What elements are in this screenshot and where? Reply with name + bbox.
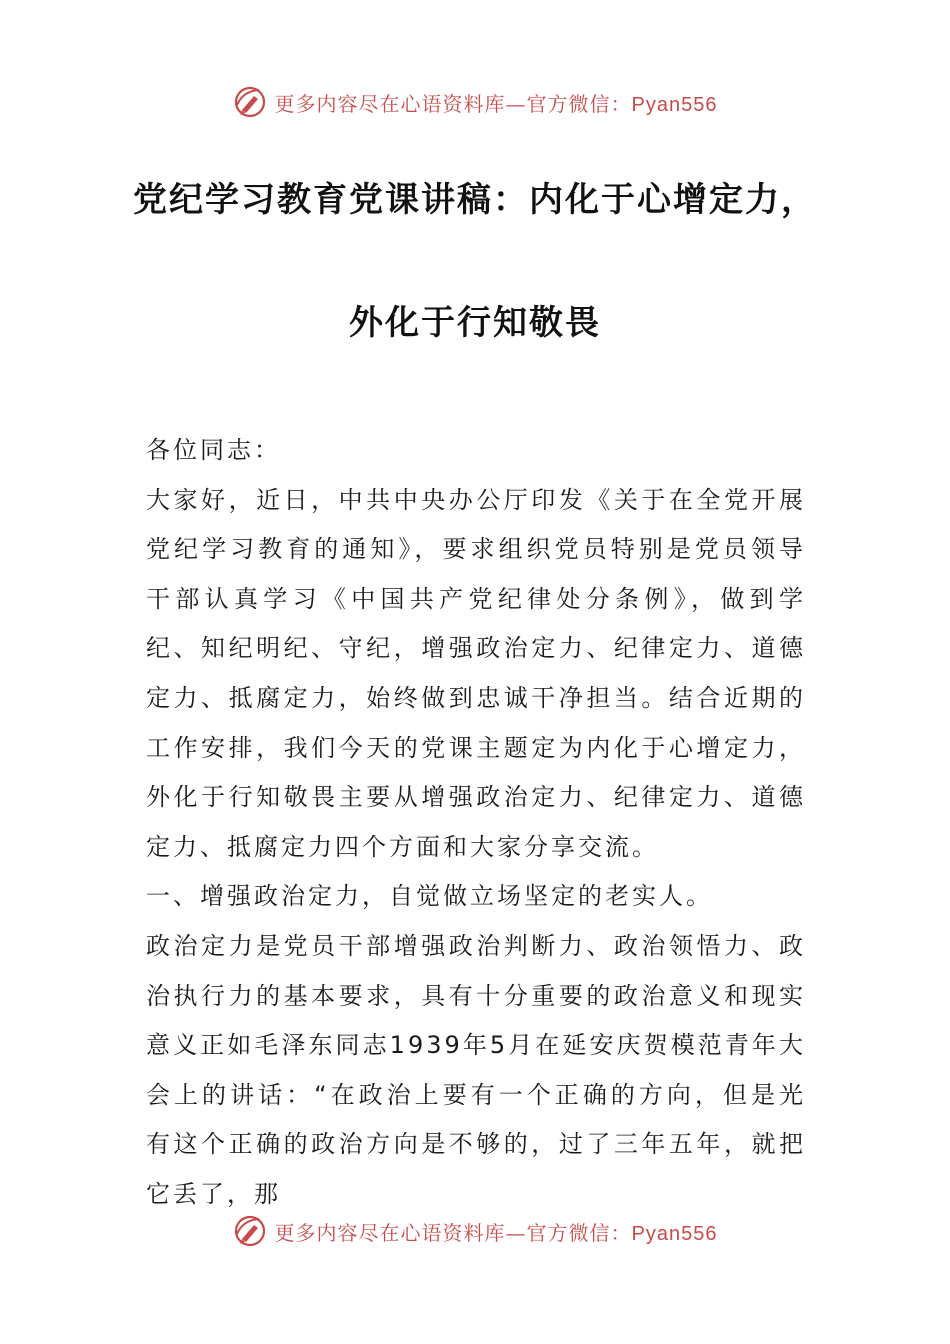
header-banner-account: Pyan556 bbox=[631, 93, 718, 116]
footer-banner-label: 更多内容尽在心语资料库—官方微信： bbox=[274, 1220, 632, 1245]
footer-banner-text bbox=[275, 1217, 718, 1246]
header-banner-text bbox=[275, 88, 718, 117]
header-banner bbox=[0, 82, 950, 122]
footer-banner bbox=[0, 1211, 950, 1251]
salutation: 各位同志： bbox=[146, 436, 281, 464]
pen-logo-icon bbox=[233, 1214, 267, 1248]
document-title-line-2: 外化于行知敬畏 bbox=[349, 303, 601, 343]
document-body bbox=[146, 426, 806, 1220]
pen-logo-icon bbox=[233, 85, 267, 119]
paragraph: 大家好，近日，中共中央办公厅印发《关于在全党开展党纪学习教育的通知》，要求组织党员特别是党员领导干部认真学习《中国共产党纪律处分条例》，做到学纪、知纪明纪、守纪，增强政治定力、纪律定力、道德定力、抵腐定力，始终做到忠诚干净担当。结合近期的工作安排，我们今天的党课主题定为内化于心增定力，外化于行知敬畏主要从增强政治定力、纪律定力、道德定力、抵腐定力四个方面和大家分享交流。 bbox=[146, 485, 806, 861]
footer-banner-account: Pyan556 bbox=[631, 1222, 718, 1245]
document-title-line-1: 党纪学习教育党课讲稿：内化于心增定力， bbox=[133, 180, 817, 220]
paragraph: 政治定力是党员干部增强政治判断力、政治领悟力、政治执行力的基本要求，具有十分重要的政治意义和现实意义正如毛泽东同志1939年5月在延安庆贺模范青年大会上的讲话：“在政治上要有一个正确的方向，但是光有这个正确的政治方向是不够的，过了三年五年，就把它丢了，那 bbox=[146, 931, 806, 1208]
section-heading: 一、增强政治定力，自觉做立场坚定的老实人。 bbox=[146, 882, 713, 911]
header-banner-label: 更多内容尽在心语资料库—官方微信： bbox=[274, 91, 632, 116]
